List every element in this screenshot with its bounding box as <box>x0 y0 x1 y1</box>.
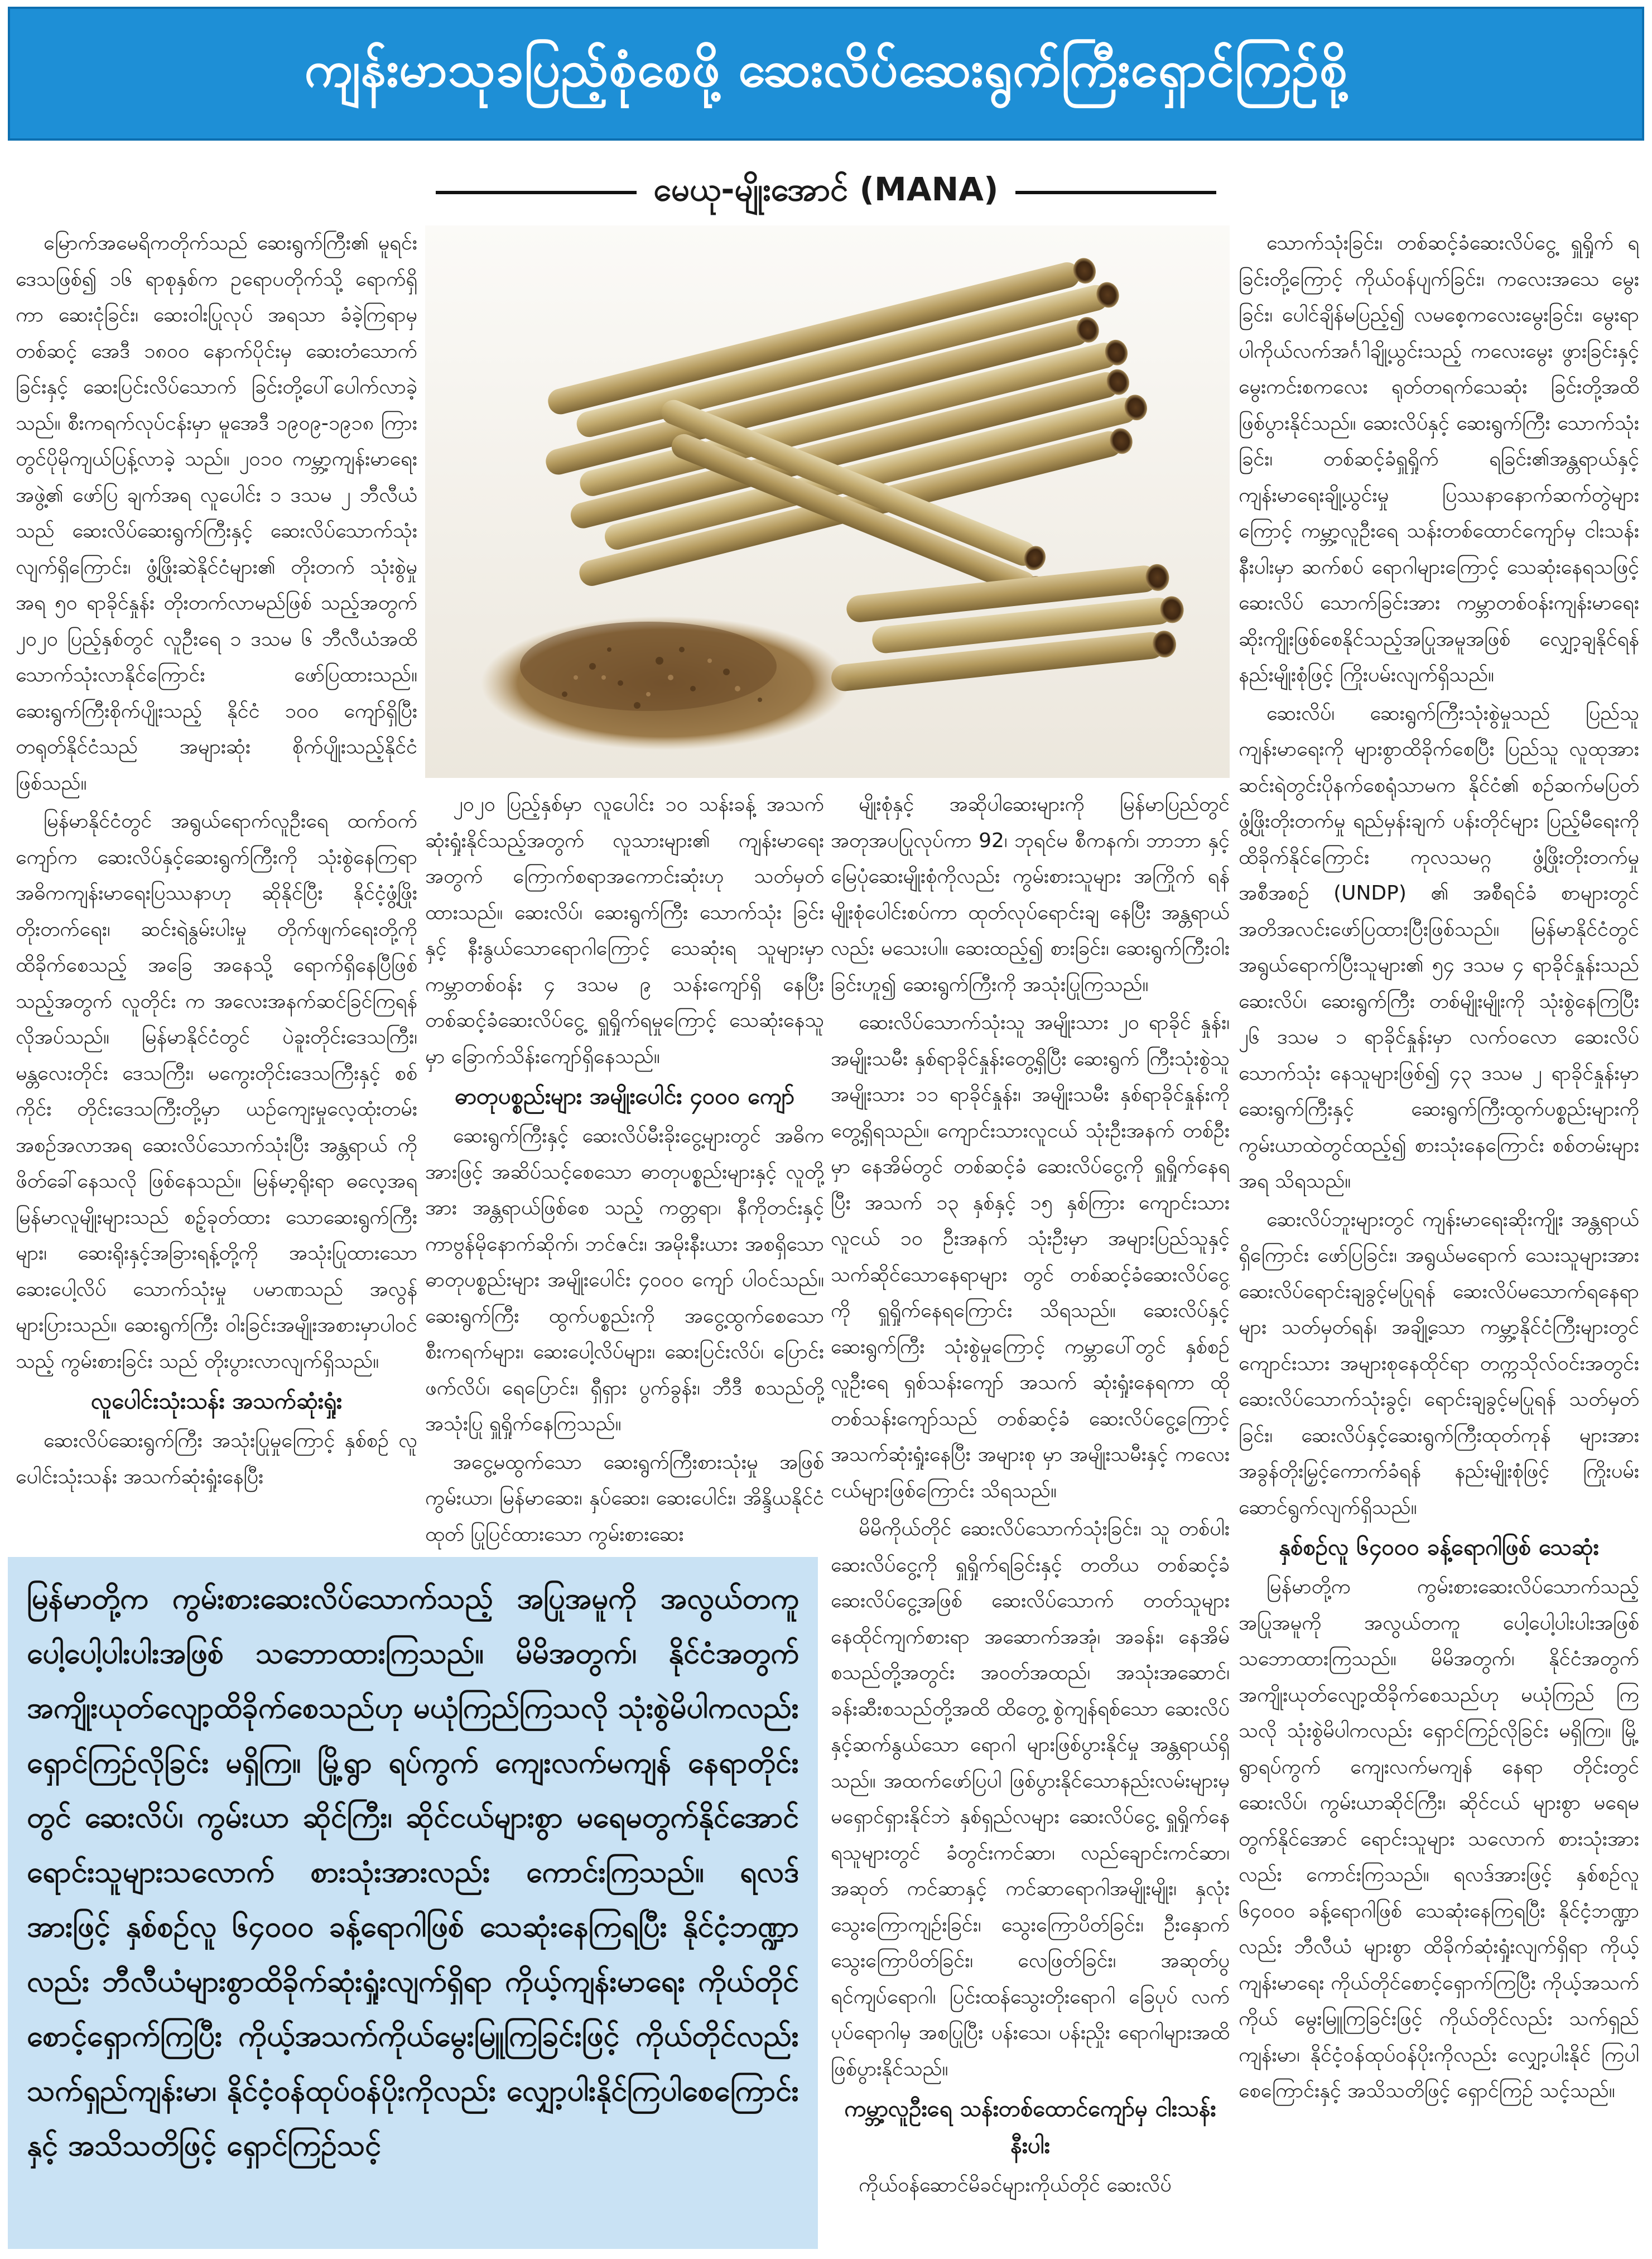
paragraph: သောက်သုံးခြင်း၊ တစ်ဆင့်ခံဆေးလိပ်ငွေ့ ရှူရှိုက် ရခြင်းတို့ကြောင့် ကိုယ်ဝန်ပျက်ခြင်း၊ ကလေးအသေ မွေးခြင်း၊ ပေါင်ချိန်မပြည့်၍ လမစေ့ကလေးမွေးခြင်း၊ မွေးရာပါကိုယ်လက်အင်္ဂါချို့ယွင်းသည့် ကလေးမွေး ဖွားခြင်းနှင့် မွေးကင်းစကလေး ရုတ်တရက်သေဆုံး ခြင်းတို့အထိ ဖြစ်ပွားနိုင်သည်။ ဆေးလိပ်နှင့် ဆေးရွက်ကြီး သောက်သုံးခြင်း၊ တစ်ဆင့်ခံရှူရှိုက် ရခြင်း၏အန္တရာယ်နှင့် ကျန်းမာရေးချို့ယွင်းမှု ပြဿနာနောက်ဆက်တွဲများကြောင့် ကမ္ဘာ့လူဦးရေ သန်းတစ်ထောင်ကျော်မှ ငါးသန်းနီးပါးမှာ ဆက်စပ် ရောဂါများကြောင့် သေဆုံးနေရသဖြင့် ဆေးလိပ် သောက်ခြင်းအား ကမ္ဘာတစ်ဝန်းကျန်းမာရေး ဆိုးကျိုးဖြစ်စေနိုင်သည့်အပြုအမူအဖြစ် လျှော့ချနိုင်ရန် နည်းမျိုးစုံဖြင့် ကြိုးပမ်းလျက်ရှိသည်။ <box>1239 232 1639 686</box>
subheading: လူပေါင်းသုံးသန်း အသက်ဆုံးရှုံး <box>90 1388 343 1414</box>
paragraph: အငွေ့မထွက်သော ဆေးရွက်ကြီးစားသုံးမှု အဖြစ် ကွမ်းယာ၊ မြန်မာဆေး၊ နှပ်ဆေး၊ ဆေးပေါင်း၊ အိန္ဒိယနိုင်ငံထုတ် ပြုပြင်ထားသော ကွမ်းစားဆေး <box>425 1450 824 1546</box>
paragraph: မြန်မာတို့က ကွမ်းစားဆေးလိပ်သောက်သည့် အပြုအမူကို အလွယ်တကူ ပေါ့ပေါ့ပါးပါးအဖြစ် သဘောထားကြသည်။ မိမိအတွက်၊ နိုင်ငံအတွက် အကျိုးယုတ်လျော့ထိခိုက်စေသည်ဟု မယုံကြည် ကြသလို သုံးစွဲမိပါကလည်း ရှောင်ကြဉ်လိုခြင်း မရှိကြ။ မြို့ရွာရပ်ကွက် ကျေးလက်မကျန် နေရာ တိုင်းတွင် ဆေးလိပ်၊ ကွမ်းယာဆိုင်ကြီး၊ ဆိုင်ငယ် များစွာ မရေမတွက်နိုင်အောင် ရောင်းသူများ သလောက် စားသုံးအားလည်း ကောင်းကြသည်။ ရလဒ်အားဖြင့် နှစ်စဉ်လူ ၆၄၀၀၀ ခန့်ရောဂါဖြစ် သေဆုံးနေကြရပြီး နိုင်ငံ့ဘဏ္ဍာလည်း ဘီလီယံ များစွာ ထိခိုက်ဆုံးရှုံးလျက်ရှိရာ ကိုယ့်ကျန်းမာရေး ကိုယ်တိုင်စောင့်ရှောက်ကြပြီး ကိုယ့်အသက်ကိုယ် မွေးမြူကြခြင်းဖြင့် ကိုယ်တိုင်လည်း သက်ရှည် ကျန်းမာ၊ နိုင်ငံ့ဝန်ထုပ်ဝန်ပိုးကိုလည်း လျှော့ပါးနိုင် ကြပါစေကြောင်းနှင့် အသိသတိဖြင့် ရှောင်ကြဉ် သင့်သည်။ <box>1239 1575 1639 2102</box>
headline: ကျန်းမာသုခပြည့်စုံစေဖို့ ဆေးလိပ်ဆေးရွက်ကြီးရှောင်ကြဉ်စို့ <box>304 40 1348 98</box>
paragraph: ၂၀၂၀ ပြည့်နှစ်မှာ လူပေါင်း ၁၀ သန်းခန့် အသက် ဆုံးရှုံးနိုင်သည့်အတွက် လူသားများ၏ ကျန်းမာရေး အတွက် ကြောက်စရာအကောင်းဆုံးဟု သတ်မှတ် ထားသည်။ ဆေးလိပ်၊ ဆေးရွက်ကြီး သောက်သုံး ခြင်းနှင့် နီးနွယ်သောရောဂါကြောင့် သေဆုံးရ သူများမှာ ကမ္ဘာတစ်ဝန်း ၄ ဒသမ ၉ သန်းကျော်ရှိ နေပြီး တစ်ဆင့်ခံဆေးလိပ်ငွေ့ ရှူရှိုက်ရမှုကြောင့် သေဆုံးနေသူမှာ ခြောက်သိန်းကျော်ရှိနေသည်။ <box>425 793 824 1068</box>
article-column-3 <box>831 787 1230 2249</box>
byline <box>0 167 1652 218</box>
subheading: ကမ္ဘာ့လူဦးရေ သန်းတစ်ထောင်ကျော်မှ ငါးသန်းနီးပါး <box>844 2096 1216 2159</box>
article-column-4 <box>1239 225 1639 2251</box>
cigarettes-photo <box>425 225 1230 778</box>
subheading: ဓာတုပစ္စည်းများ အမျိုးပေါင်း ၄၀၀၀ ကျော် <box>455 1084 794 1109</box>
paragraph: မြန်မာနိုင်ငံတွင် အရွယ်ရောက်လူဦးရေ ထက်ဝက်ကျော်က ဆေးလိပ်နှင့်ဆေးရွက်ကြီးကို သုံးစွဲနေကြရာ အဓိကကျန်းမာရေးပြဿနာဟု ဆိုနိုင်ပြီး နိုင်ငံ့ဖွံ့ဖြိုးတိုးတက်ရေး၊ ဆင်းရဲနွမ်းပါးမှု တိုက်ဖျက်ရေးတို့ကို ထိခိုက်စေသည့် အခြေ အနေသို့ ရောက်ရှိနေပြီဖြစ်သည့်အတွက် လူတိုင်း က အလေးအနက်ဆင်ခြင်ကြရန် လိုအပ်သည်။ မြန်မာနိုင်ငံတွင် ပဲခူးတိုင်းဒေသကြီး၊ မန္တလေးတိုင်း ဒေသကြီး၊ မကွေးတိုင်းဒေသကြီးနှင့် စစ်ကိုင်း တိုင်းဒေသကြီးတို့မှာ ယဉ်ကျေးမှုလေ့ထုံးတမ်း အစဉ်အလာအရ ဆေးလိပ်သောက်သုံးပြီး အန္တရာယ် ကို ဖိတ်ခေါ်နေသလို ဖြစ်နေသည်။ မြန်မာ့ရိုးရာ ဓလေ့အရ မြန်မာလူမျိုးများသည် စဉ့်ခုတ်ထား သောဆေးရွက်ကြီးများ၊ ဆေးရိုးနှင့်အခြားရန့်တို့ကို အသုံးပြုထားသော ဆေးပေါ့လိပ် သောက်သုံးမှု ပမာဏသည် အလွန်များပြားသည်။ ဆေးရွက်ကြီး ဝါးခြင်းအမျိုးအစားမှာပါဝင်သည့် ကွမ်းစားခြင်း သည် တိုးပွားလာလျက်ရှိသည်။ <box>16 810 417 1373</box>
pull-quote-text: မြန်မာတို့က ကွမ်းစားဆေးလိပ်သောက်သည့် အပြုအမူကို အလွယ်တကူ ပေါ့ပေါ့ပါးပါးအဖြစ် သဘောထားကြသည်။ မိမိအတွက်၊ နိုင်ငံအတွက် အကျိုးယုတ်လျော့ထိခိုက်စေသည်ဟု မယုံကြည်ကြသလို သုံးစွဲမိပါကလည်း ရှောင်ကြဉ်လိုခြင်း မရှိကြ။ မြို့ရွာ ရပ်ကွက် ကျေးလက်မကျန် နေရာတိုင်းတွင် ဆေးလိပ်၊ ကွမ်းယာ ဆိုင်ကြီး၊ ဆိုင်ငယ်များစွာ မရေမတွက်နိုင်အောင် ရောင်းသူများသလောက် စားသုံးအားလည်း ကောင်းကြသည်။ ရလဒ်အားဖြင့် နှစ်စဉ်လူ ၆၄၀၀၀ ခန့်ရောဂါဖြစ် သေဆုံးနေကြရပြီး နိုင်ငံ့ဘဏ္ဍာလည်း ဘီလီယံများစွာထိခိုက်ဆုံးရှုံးလျက်ရှိရာ ကိုယ့်ကျန်းမာရေး ကိုယ်တိုင် စောင့်ရှောက်ကြပြီး ကိုယ့်အသက်ကိုယ်မွေးမြူကြခြင်းဖြင့် ကိုယ်တိုင်လည်း သက်ရှည်ကျန်းမာ၊ နိုင်ငံ့ဝန်ထုပ်ဝန်ပိုးကိုလည်း လျှော့ပါးနိုင်ကြပါစေကြောင်း နှင့် အသိသတိဖြင့် ရှောင်ကြဉ်သင့် <box>27 1582 799 2162</box>
paragraph: ဆေးလိပ်ဆေးရွက်ကြီး အသုံးပြုမှုကြောင့် နှစ်စဉ် လူပေါင်းသုံးသန်း အသက်ဆုံးရှုံးနေပြီး <box>16 1429 417 1488</box>
paragraph: ကိုယ်ဝန်ဆောင်မိခင်များကိုယ်တိုင် ဆေးလိပ် <box>859 2174 1172 2196</box>
cheroot-pile-image <box>425 225 1230 778</box>
paragraph: ဆေးလိပ်သောက်သုံးသူ အမျိုးသား ၂၀ ရာခိုင် နှုန်း၊ အမျိုးသမီး နှစ်ရာခိုင်နှုန်းတွေ့ရှိပြီး ဆေးရွက် ကြီးသုံးစွဲသူ အမျိုးသား ၁၁ ရာခိုင်နှုန်း၊ အမျိုးသမီး နှစ်ရာခိုင်နှုန်းကို တွေ့ရှိရသည်။ ကျောင်းသားလူငယ် သုံးဦးအနက် တစ်ဦးမှာ နေအိမ်တွင် တစ်ဆင့်ခံ ဆေးလိပ်ငွေ့ကို ရှူရှိုက်နေရပြီး အသက် ၁၃ နှစ်နှင့် ၁၅ နှစ်ကြား ကျောင်းသားလူငယ် ၁၀ ဦးအနက် သုံးဦးမှာ အများပြည်သူနှင့်သက်ဆိုင်သောနေရာများ တွင် တစ်ဆင့်ခံဆေးလိပ်ငွေ့ကို ရှူရှိုက်နေရကြောင်း သိရသည်။ ဆေးလိပ်နှင့်ဆေးရွက်ကြီး သုံးစွဲမှုကြောင့် ကမ္ဘာပေါ်တွင် နှစ်စဉ်လူဦးရေ ရှစ်သန်းကျော် အသက် ဆုံးရှုံးနေရကာ ထိုတစ်သန်းကျော်သည် တစ်ဆင့်ခံ ဆေးလိပ်ငွေ့ကြောင့် အသက်ဆုံးရှုံးနေပြီး အများစု မှာ အမျိုးသမီးနှင့် ကလေးငယ်များဖြစ်ကြောင်း သိရသည်။ <box>831 1011 1230 1502</box>
byline-rule-left <box>436 191 637 194</box>
paragraph: ဆေးရွက်ကြီးနှင့် ဆေးလိပ်မီးခိုးငွေ့များတွင် အဓိကအားဖြင့် အဆိပ်သင့်စေသော ဓာတုပစ္စည်းများနှင့် လူတို့အား အန္တရာယ်ဖြစ်စေ သည့် ကတ္တရာ၊ နီကိုတင်းနှင့် ကာဗွန်မိုနောက်ဆိုက်၊ ဘင်ဇင်း၊ အမိုးနီးယား အစရှိသော ဓာတုပစ္စည်းများ အမျိုးပေါင်း ၄၀၀၀ ကျော် ပါဝင်သည်။ ဆေးရွက်ကြီး ထွက်ပစ္စည်းကို အငွေ့ထွက်စေသော စီးကရက်များ၊ ဆေးပေါ့လိပ်များ၊ ဆေးပြင်းလိပ်၊ ပြောင်းဖက်လိပ်၊ ရေပြောင်း၊ ရှီရှား ပွက်ခွန်း၊ ဘီဒီ စသည်တို့ အသုံးပြု ရှူရှိုက်နေကြသည်။ <box>425 1124 824 1435</box>
paragraph: ဆေးလိပ်ဘူးများတွင် ကျန်းမာရေးဆိုးကျိုး အန္တရာယ်ရှိကြောင်း ဖော်ပြခြင်း၊ အရွယ်မရောက် သေးသူများအား ဆေးလိပ်ရောင်းချခွင့်မပြုရန် ဆေးလိပ်မသောက်ရနေရာများ သတ်မှတ်ရန်၊ အချို့သော ကမ္ဘာ့နိုင်ငံကြီးများတွင် ကျောင်းသား အများစုနေထိုင်ရာ တက္ကသိုလ်ဝင်းအတွင်း ဆေးလိပ်သောက်သုံးခွင့်၊ ရောင်းချခွင့်မပြုရန် သတ်မှတ်ခြင်း၊ ဆေးလိပ်နှင့်ဆေးရွက်ကြီးထုတ်ကုန် များအား အခွန်တိုးမြှင့်ကောက်ခံရန် နည်းမျိုးစုံဖြင့် ကြိုးပမ်းဆောင်ရွက်လျက်ရှိသည်။ <box>1239 1208 1639 1519</box>
article-column-1 <box>16 225 417 1545</box>
pull-quote-box <box>8 1557 818 2249</box>
paragraph: မြောက်အမေရိကတိုက်သည် ဆေးရွက်ကြီး၏ မူရင်းဒေသဖြစ်၍ ၁၆ ရာစုနှစ်က ဥရောပတိုက်သို့ ရောက်ရှိကာ ဆေးငုံခြင်း၊ ဆေးဝါးပြုလုပ် အရသာ ခံခဲ့ကြရာမှတစ်ဆင့် အေဒီ ၁၈၀၀ နောက်ပိုင်းမှ ဆေးတံသောက်ခြင်းနှင့် ဆေးပြင်းလိပ်သောက် ခြင်းတို့ပေါ်ပေါက်လာခဲ့သည်။ စီးကရက်လုပ်ငန်းမှာ မူအေဒီ ၁၉၀၉-၁၉၁၈ ကြားတွင်ပိုမိုကျယ်ပြန့်လာခဲ့ သည်။ ၂၀၁၀ ကမ္ဘာ့ကျန်းမာရေးအဖွဲ့၏ ဖော်ပြ ချက်အရ လူပေါင်း ၁ ဒသမ ၂ ဘီလီယံသည် ဆေးလိပ်ဆေးရွက်ကြီးနှင့် ဆေးလိပ်သောက်သုံး လျက်ရှိကြောင်း၊ ဖွံ့ဖြိုးဆဲနိုင်ငံများ၏ တိုးတက် သုံးစွဲမှုအရ ၅၀ ရာခိုင်နှုန်း တိုးတက်လာမည်ဖြစ် သည့်အတွက် ၂၀၂၀ ပြည့်နှစ်တွင် လူဦးရေ ၁ ဒသမ ၆ ဘီလီယံအထိ သောက်သုံးလာနိုင်ကြောင်း ဖော်ပြထားသည်။ ဆေးရွက်ကြီးစိုက်ပျိုးသည့် နိုင်ငံ ၁၀၀ ကျော်ရှိပြီး တရုတ်နိုင်ငံသည် အများဆုံး စိုက်ပျိုးသည့်နိုင်ငံဖြစ်သည်။ <box>16 232 417 795</box>
paragraph: ဆေးလိပ်၊ ဆေးရွက်ကြီးသုံးစွဲမှုသည် ပြည်သူ ကျန်းမာရေးကို များစွာထိခိုက်စေပြီး ပြည်သူ လူထုအား ဆင်းရဲတွင်းပိုနက်စေရုံသာမက နိုင်ငံ၏ စဉ်ဆက်မပြတ်ဖွံ့ဖြိုးတိုးတက်မှု ရည်မှန်းချက် ပန်းတိုင်များ ပြည့်မီရေးကို ထိခိုက်နိုင်ကြောင်း ကုလသမဂ္ဂ ဖွံ့ဖြိုးတိုးတက်မှုအစီအစဉ် (UNDP) ၏ အစီရင်ခံ စာများတွင် အတိအလင်းဖော်ပြထားပြီးဖြစ်သည်။ မြန်မာနိုင်ငံတွင် အရွယ်ရောက်ပြီးသူများ၏ ၅၄ ဒသမ ၄ ရာခိုင်နှုန်းသည် ဆေးလိပ်၊ ဆေးရွက်ကြီး တစ်မျိုးမျိုးကို သုံးစွဲနေကြပြီး ၂၆ ဒသမ ၁ ရာခိုင်နှုန်းမှာ လက်ဝလော ဆေးလိပ်သောက်သုံး နေသူများဖြစ်၍ ၄၃ ဒသမ ၂ ရာခိုင်နှုန်းမှာ ဆေးရွက်ကြီးနှင့် ဆေးရွက်ကြီးထွက်ပစ္စည်းများကို ကွမ်းယာထဲတွင်ထည့်၍ စားသုံးနေကြောင်း စစ်တမ်းများအရ သိရသည်။ <box>1239 701 1639 1193</box>
paragraph: မိမိကိုယ်တိုင် ဆေးလိပ်သောက်သုံးခြင်း၊ သူ တစ်ပါးဆေးလိပ်ငွေ့ကို ရှူရှိုက်ရခြင်းနှင့် တတိယ တစ်ဆင့်ခံ ဆေးလိပ်ငွေ့အဖြစ် ဆေးလိပ်သောက် တတ်သူများ နေထိုင်ကျက်စားရာ အဆောက်အအုံ၊ အခန်း၊ နေအိမ် စသည်တို့အတွင်း အဝတ်အထည်၊ အသုံးအဆောင်၊ ခန်းဆီးစသည်တို့အထိ ထိတွေ့ စွဲကျန်ရစ်သော ဆေးလိပ်နှင့်ဆက်နွယ်သော ရောဂါ များဖြစ်ပွားနိုင်မှု အန္တရာယ်ရှိသည်။ အထက်ဖော်ပြပါ ဖြစ်ပွားနိုင်သောနည်းလမ်းများမှ မရှောင်ရှားနိုင်ဘဲ နှစ်ရှည်လများ ဆေးလိပ်ငွေ့ ရှူရှိုက်နေရသူများတွင် ခံတွင်းကင်ဆာ၊ လည်ချောင်းကင်ဆာ၊ အဆုတ် ကင်ဆာနှင့် ကင်ဆာရောဂါအမျိုးမျိုး၊ နှလုံး သွေးကြောကျဉ်းခြင်း၊ သွေးကြောပိတ်ခြင်း၊ ဦးနှောက် သွေးကြောပိတ်ခြင်း၊ လေဖြတ်ခြင်း၊ အဆုတ်ပွ ရင်ကျပ်ရောဂါ၊ ပြင်းထန်သွေးတိုးရောဂါ ခြေပုပ် လက်ပုပ်ရောဂါမှ အစပြုပြီး ပန်းသေ၊ ပန်းညှိုး ရောဂါများအထိ ဖြစ်ပွားနိုင်သည်။ <box>831 1517 1230 2080</box>
headline-banner <box>8 7 1644 141</box>
byline-rule-right <box>1015 191 1216 194</box>
subheading: နှစ်စဉ်လူ ၆၄၀၀၀ ခန့်ရောဂါဖြစ် သေဆုံး <box>1279 1535 1599 1560</box>
byline-text: မေယု-မျိုးအောင် (MANA) <box>653 170 999 208</box>
paragraph: မျိုးစုံနှင့် အဆိုပါဆေးများကို မြန်မာပြည်တွင် အတုအပပြုလုပ်ကာ 92၊ ဘုရင်မ စီကနက်၊ ဘာဘာ နှင့် မြေပုံဆေးမျိုးစုံကိုလည်း ကွမ်းစားသူများ အကြိုက် ရန်မျိုးစုံပေါင်းစပ်ကာ ထုတ်လုပ်ရောင်းချ နေပြီး အန္တရာယ်လည်း မသေးပါ။ ဆေးထည့်၍ စားခြင်း၊ ဆေးရွက်ကြီးဝါးခြင်းဟူ၍ ဆေးရွက်ကြီးကို အသုံးပြုကြသည်။ <box>831 793 1230 996</box>
